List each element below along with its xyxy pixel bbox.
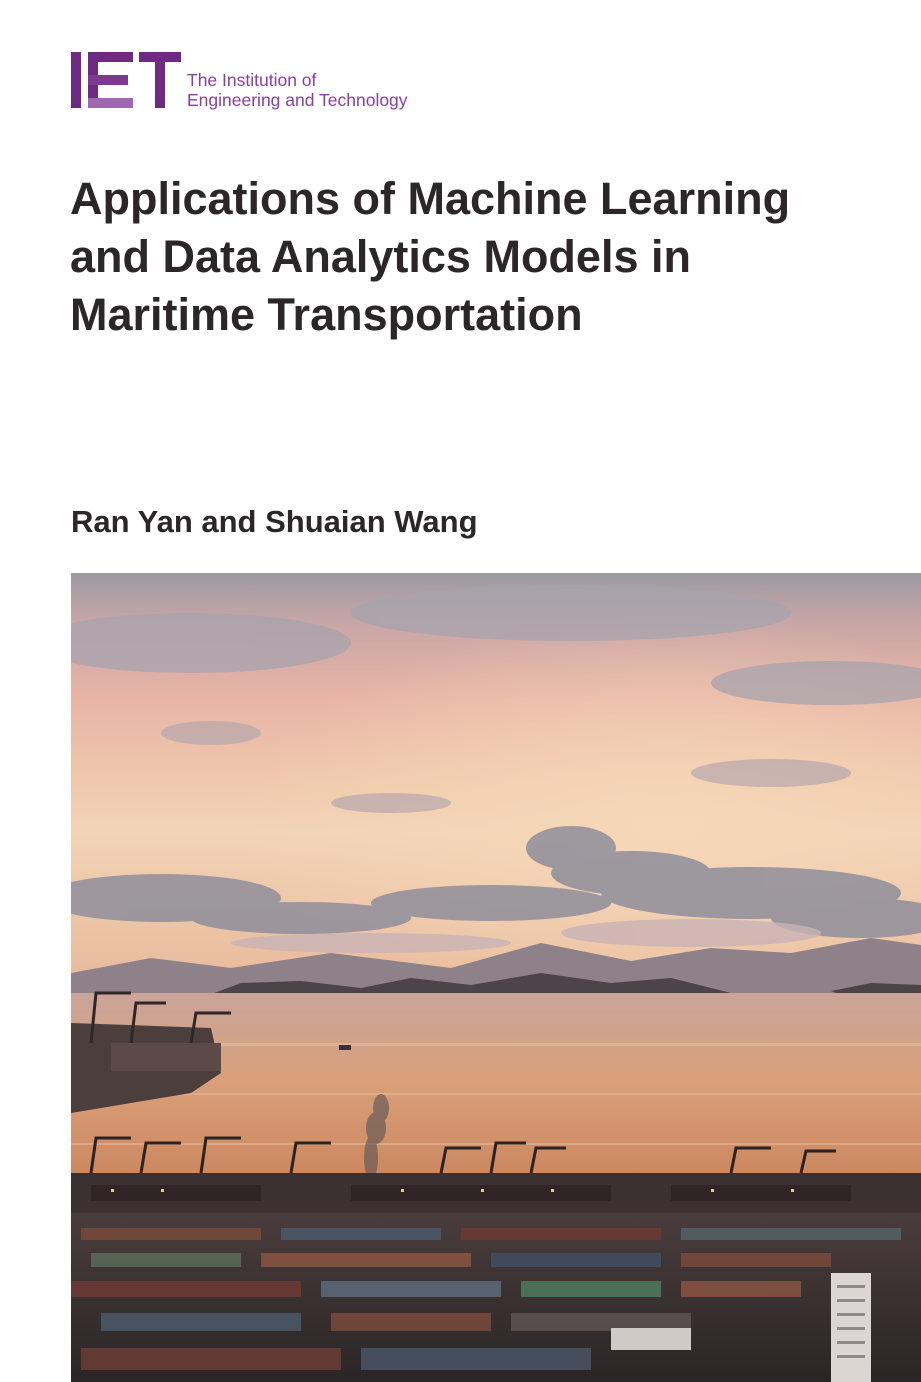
publisher-name-line-2: Engineering and Technology <box>187 90 408 110</box>
book-authors: Ran Yan and Shuaian Wang <box>71 504 478 539</box>
publisher-name <box>187 70 408 110</box>
book-title-line-2: and Data Analytics Models in <box>70 231 691 282</box>
cover-photo <box>71 573 921 1382</box>
book-title-line-3: Maritime Transportation <box>70 289 583 340</box>
iet-logo-mark <box>71 52 181 108</box>
port-sunset-illustration <box>71 573 921 1382</box>
publisher-name-line-1: The Institution of <box>187 70 317 90</box>
book-title <box>70 170 890 344</box>
book-title-line-1: Applications of Machine Learning <box>70 173 791 224</box>
publisher-logo <box>71 52 431 110</box>
